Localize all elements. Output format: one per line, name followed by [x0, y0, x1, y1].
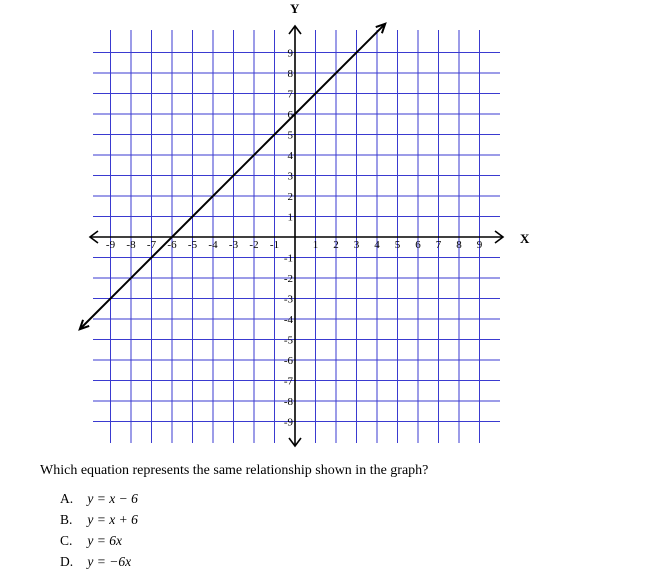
y-tick-label: -6: [283, 355, 293, 367]
x-tick-label: -9: [105, 239, 116, 251]
y-tick-label: -5: [283, 334, 293, 347]
x-tick-label: -4: [208, 239, 218, 251]
x-tick-label: 2: [333, 239, 339, 251]
y-tick-label: 5: [287, 129, 293, 142]
choice-equation: y = x − 6: [87, 491, 138, 506]
answer-choices: [60, 488, 138, 572]
choice-letter: A.: [60, 491, 74, 506]
x-tick-label: -3: [228, 239, 239, 251]
x-tick-label: 3: [353, 239, 360, 251]
y-tick-label: -1: [283, 252, 293, 265]
x-tick-label: 8: [456, 239, 462, 251]
y-tick-label: 2: [287, 191, 293, 203]
x-tick-label: -2: [249, 239, 259, 251]
y-tick-label: -3: [283, 293, 293, 306]
y-tick-label: -7: [283, 375, 293, 388]
choice-c[interactable]: [60, 530, 138, 551]
x-tick-label: -8: [126, 239, 136, 251]
choice-letter: B.: [60, 512, 73, 527]
choice-letter: D.: [60, 554, 74, 569]
x-tick-label: -7: [146, 239, 157, 251]
x-tick-label: 4: [374, 239, 380, 251]
choice-equation: y = 6x: [87, 533, 122, 548]
y-tick-label: 7: [287, 88, 293, 101]
line-segment: [80, 24, 385, 329]
y-tick-label: 3: [287, 170, 293, 183]
y-axis-title: Y: [290, 1, 300, 16]
choice-b[interactable]: [60, 509, 138, 530]
x-tick-label: 1: [312, 239, 319, 251]
y-tick-label: -9: [283, 416, 293, 429]
choice-a[interactable]: [60, 488, 138, 509]
x-tick-label: 6: [415, 239, 421, 251]
y-tick-label: 9: [287, 47, 293, 60]
y-tick-label: -8: [283, 396, 293, 408]
y-tick-label: 1: [287, 211, 293, 224]
y-tick-label: -4: [283, 314, 293, 326]
plotted-line: [80, 24, 385, 329]
choice-equation: y = −6x: [87, 554, 132, 569]
x-tick-label: 9: [476, 239, 483, 251]
x-tick-label: 7: [435, 239, 442, 251]
y-tick-label: 4: [287, 150, 293, 162]
x-axis-title: X: [520, 231, 530, 246]
y-tick-label: -2: [283, 273, 293, 285]
x-tick-label: 5: [394, 239, 401, 251]
choice-letter: C.: [60, 533, 73, 548]
choice-equation: y = x + 6: [87, 512, 138, 527]
x-tick-label: -6: [167, 239, 177, 251]
y-tick-label: 6: [287, 109, 293, 121]
x-tick-label: -5: [187, 239, 198, 251]
question-prompt: Which equation represents the same relationship shown in the graph?: [40, 463, 429, 478]
choice-d[interactable]: [60, 551, 138, 572]
x-tick-label: -1: [269, 239, 280, 251]
y-tick-label: 8: [287, 68, 293, 80]
